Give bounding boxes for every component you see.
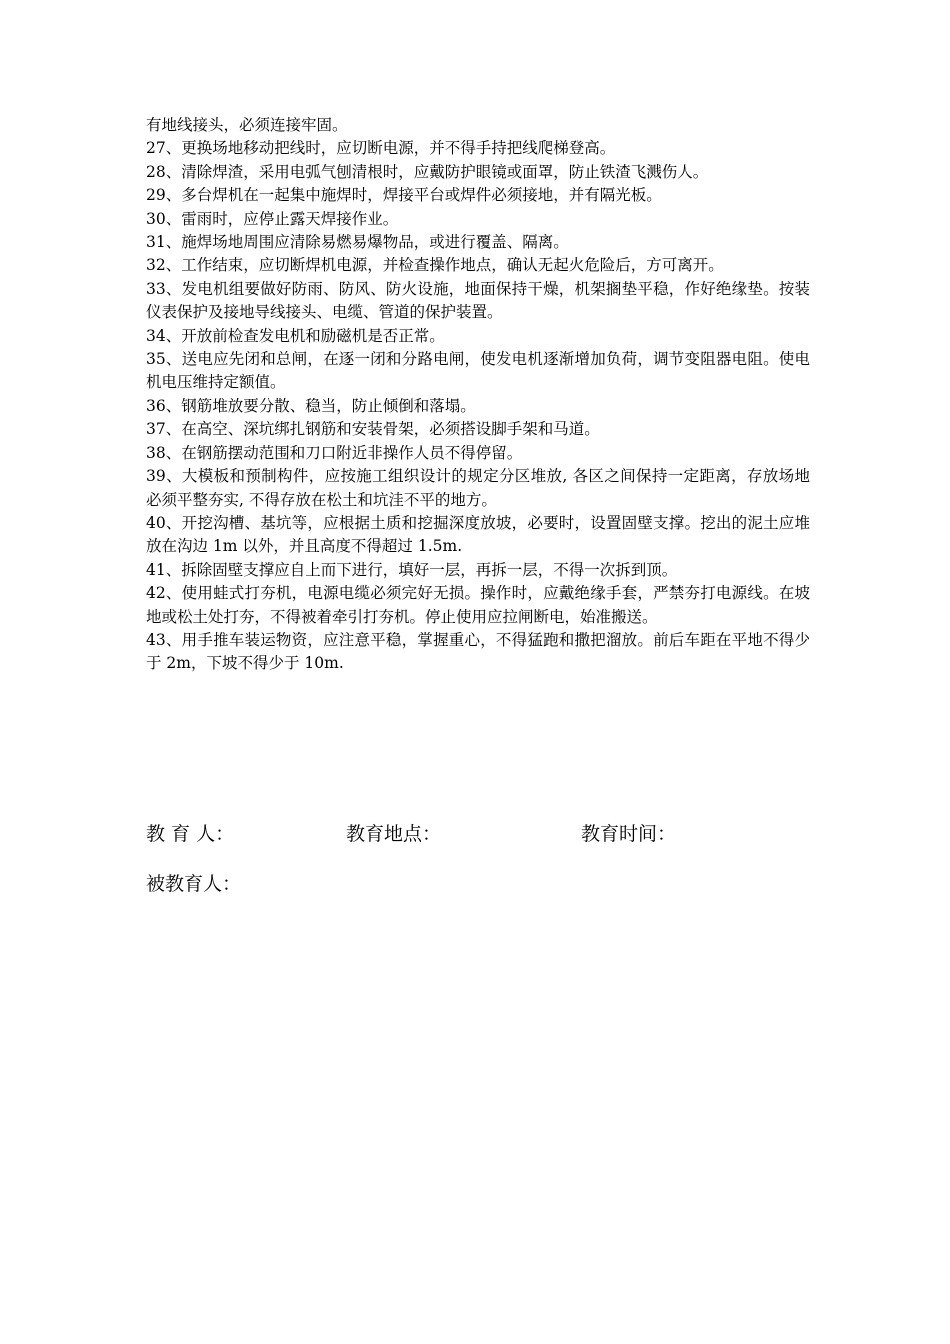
rule-item-31: 31、施焊场地周围应清除易燃易爆物品，或进行覆盖、隔离。 xyxy=(146,233,569,252)
rule-item-38: 38、在钢筋摆动范围和刀口附近非操作人员不得停留。 xyxy=(146,443,523,462)
rule-item-37: 37、在高空、深坑绑扎钢筋和安装骨架，必须搭设脚手架和马道。 xyxy=(146,420,600,439)
rule-item-35: 35、送电应先闭和总闸，在逐一闭和分路电闸，使发电机逐渐增加负荷，调节变阻器电阻。使电机电压维持定额值。 xyxy=(146,350,810,392)
rule-item-28: 28、清除焊渣，采用电弧气刨清根时，应戴防护眼镜或面罩，防止铁渣飞溅伤人。 xyxy=(146,162,709,181)
rule-item-36: 36、钢筋堆放要分散、稳当，防止倾倒和落塌。 xyxy=(146,396,476,415)
safety-rules-body xyxy=(146,114,810,676)
rule-continuation: 有地线接头，必须连接牢固。 xyxy=(146,116,348,134)
rule-item-33: 33、发电机组要做好防雨、防风、防火设施，地面保持干燥，机架搁垫平稳，作好绝缘垫。按装仪表保护及接地导线接头、电缆、管道的保护装置。 xyxy=(146,279,810,322)
rule-item-40: 40、开挖沟槽、基坑等，应根据土质和挖掘深度放坡，必要时，设置固壁支撑。挖出的泥土应堆放在沟边 1m 以外，并且高度不得超过 1.5m. xyxy=(146,513,810,556)
trainee-label: 被教育人： xyxy=(146,873,242,895)
rule-item-30: 30、雷雨时，应停止露天焊接作业。 xyxy=(146,209,399,228)
rule-item-32: 32、工作结束，应切断焊机电源，并检查操作地点，确认无起火危险后，方可离开。 xyxy=(146,256,724,275)
rule-item-39: 39、大模板和预制构件，应按施工组织设计的规定分区堆放, 各区之间保持一定距离，存放场地必须平整夯实, 不得存放在松土和坑洼不平的地方。 xyxy=(146,467,810,509)
rule-item-27: 27、更换场地移动把线时，应切断电源，并不得手持把线爬梯登高。 xyxy=(146,139,616,158)
rule-item-42: 42、使用蛙式打夯机，电源电缆必须完好无损。操作时，应戴绝缘手套，严禁夯打电源线。在坡地或松土处打夯，不得被着牵引打夯机。停止使用应拉闸断电，始准搬送。 xyxy=(146,584,810,626)
educator-label: 教 育 人： xyxy=(146,823,235,845)
education-location-label: 教育地点： xyxy=(346,823,442,845)
rule-item-41: 41、拆除固壁支撑应自上而下进行，填好一层，再拆一层，不得一次拆到顶。 xyxy=(146,560,678,579)
rule-item-29: 29、多台焊机在一起集中施焊时，焊接平台或焊件必须接地，并有隔光板。 xyxy=(146,186,662,205)
rule-item-34: 34、开放前检查发电机和励磁机是否正常。 xyxy=(146,326,445,345)
education-time-label: 教育时间： xyxy=(581,823,677,845)
rule-item-43: 43、用手推车装运物资，应注意平稳，掌握重心，不得猛跑和撒把溜放。前后车距在平地不得少于 2m，下坡不得少于 10m. xyxy=(146,630,810,673)
